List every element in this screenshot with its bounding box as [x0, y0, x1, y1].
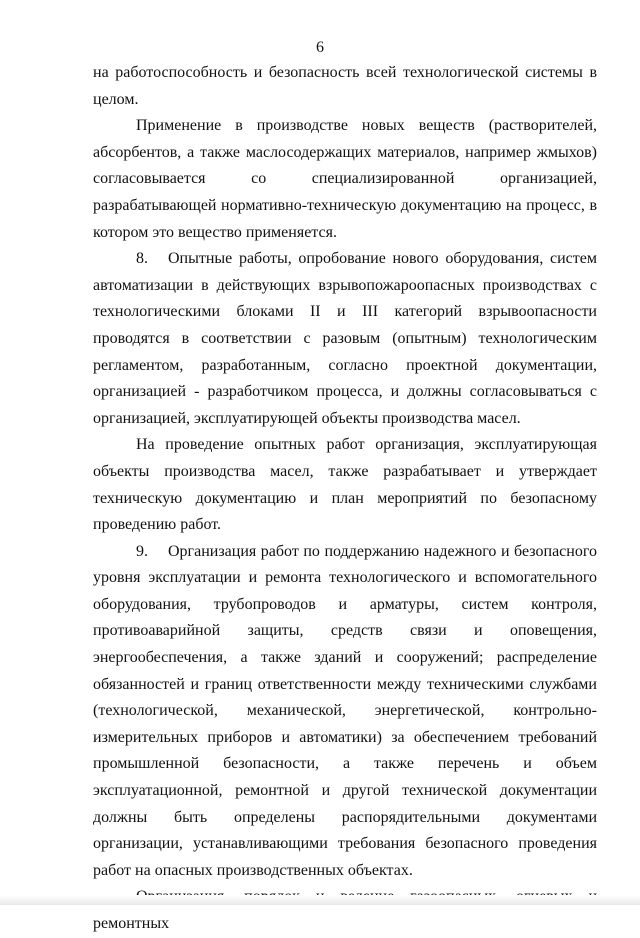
paragraph-text: ремонтных [93, 915, 170, 932]
paragraph-new-substances [93, 113, 597, 246]
paragraph-item-8 [93, 246, 597, 432]
paragraph-item-9 [93, 539, 597, 885]
paragraph-text: Опытные работы, опробование нового оборудования, систем автоматизации в действующих взрывопожароопасных производствах с технологическими блоками II и III категорий взрывоопасности проводятся в соответствии с разовым (опытным) технологическим регламентом, разработанным, согласно проектной документации, организацией - разработчиком процесса, и должны согласовываться с организацией, эксплуатирующей объекты производства масел. [93, 250, 597, 427]
paragraph-text: На проведение опытных работ организация, эксплуатирующая объекты производства масел, также разрабатывает и утверждает техническую документацию и план мероприятий по безопасному проведению работ. [93, 436, 597, 534]
paragraph-text: Организация работ по поддержанию надежного и безопасного уровня эксплуатации и ремонта технологического и вспомогательного оборудования, трубопроводов и арматуры, систем контроля, противоаварийной защиты, средств связи и оповещения, энергообеспечения, а также зданий и сооружений; распределение обязанностей и границ ответственности между техническими службами (технологической, механической, энергетической, контрольно-измерительных приборов и автоматики) за обеспечением требований промышленной безопасности, а также перечень и объем эксплуатационной, ремонтной и другой технической документации должны быть определены распорядительными документами организации, устанавливающими требования безопасного проведения работ на опасных производственных объектах. [93, 542, 597, 879]
paragraph-experimental-works [93, 432, 597, 538]
paragraph-text: на работоспособность и безопасность всей технологической системы в целом. [93, 64, 597, 108]
paragraph-continuation [93, 60, 597, 113]
item-number: 8. [136, 250, 148, 268]
document-body [93, 60, 597, 938]
paragraph-text: Применение в производстве новых веществ (растворителей, абсорбентов, а также маслосодержащих материалов, например жмыхов) согласовывается со специализированной организацией, разрабатывающей нормативно-техническую документацию на процесс, в котором это вещество применяется. [93, 117, 597, 241]
item-number: 9. [136, 542, 148, 560]
scan-bottom-edge [0, 895, 640, 905]
paragraph-hazardous-works [93, 884, 597, 937]
page-number: 6 [316, 39, 324, 56]
